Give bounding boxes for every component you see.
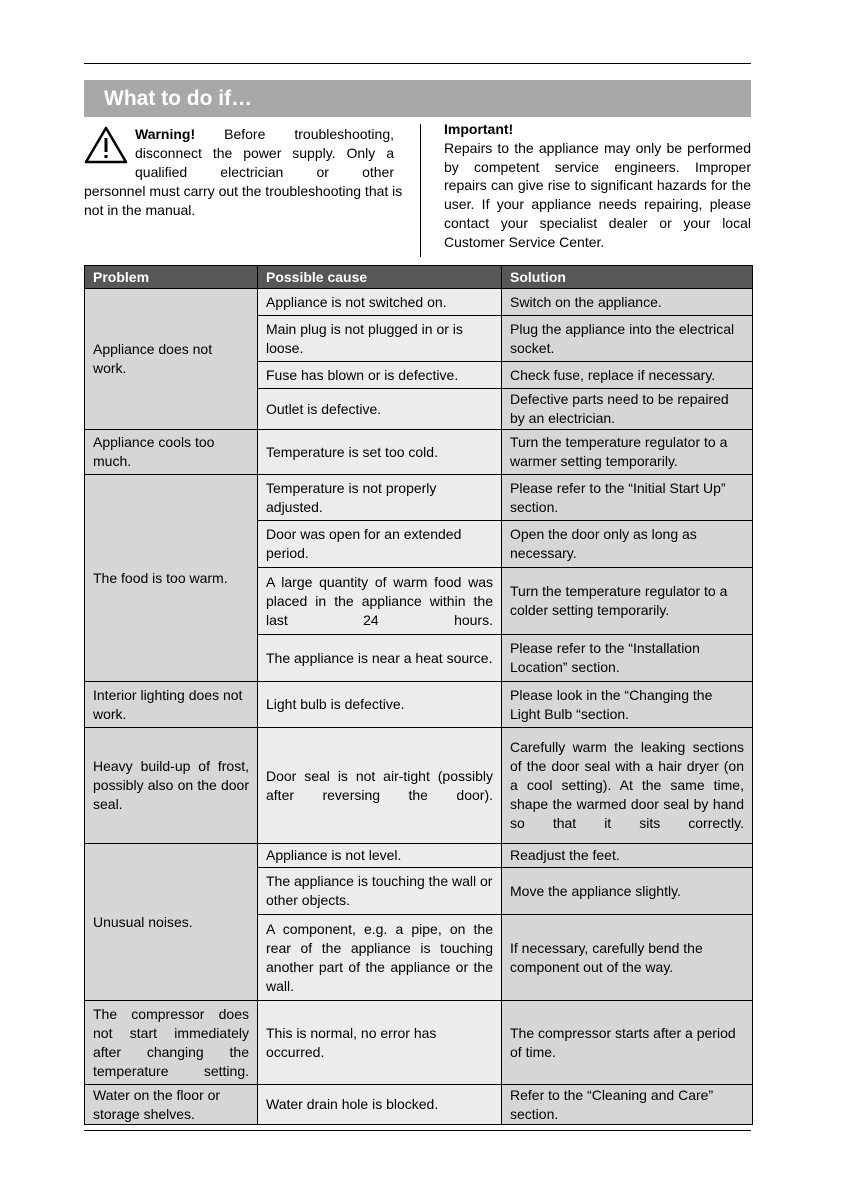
cause-cell: Temperature is not properly adjusted. — [258, 475, 502, 521]
cause-cell: Appliance is not switched on. — [258, 289, 502, 316]
solution-cell: Please look in the “Changing the Light Bulb “section. — [502, 682, 753, 728]
column-divider — [420, 124, 421, 257]
cause-cell: Water drain hole is blocked. — [258, 1085, 502, 1125]
solution-cell: Defective parts need to be repaired by an electrician. — [502, 389, 753, 430]
important-note — [444, 120, 751, 252]
table-row — [85, 430, 753, 475]
solution-cell: Check fuse, replace if necessary. — [502, 362, 753, 389]
table-row — [85, 844, 753, 868]
solution-cell: Readjust the feet. — [502, 844, 753, 868]
cause-cell: Outlet is defective. — [258, 389, 502, 430]
solution-cell: Turn the temperature regulator to a warmer setting temporarily. — [502, 430, 753, 475]
table-row — [85, 289, 753, 316]
cause-cell: The appliance is near a heat source. — [258, 635, 502, 682]
warning-label: Warning! — [135, 126, 196, 142]
warning-body: Before troubleshooting, disconnect the power supply. Only a qualified electrician or other — [135, 126, 394, 180]
table-row — [85, 682, 753, 728]
cause-cell: A large quantity of warm food was placed in the appliance within the last 24 hours. — [258, 568, 502, 635]
header-solution: Solution — [502, 266, 753, 289]
problem-cell: Unusual noises. — [85, 844, 258, 1001]
solution-cell: Carefully warm the leaking sections of the door seal with a hair dryer (on a cool setting). At the same time, shape the warmed door seal by hand so that it sits correctly. — [502, 728, 753, 844]
table-row — [85, 728, 753, 844]
header-possible-cause: Possible cause — [258, 266, 502, 289]
solution-cell: Turn the temperature regulator to a colder setting temporarily. — [502, 568, 753, 635]
table-row — [85, 475, 753, 521]
cause-cell: Door seal is not air-tight (possibly after reversing the door). — [258, 728, 502, 844]
bottom-rule — [84, 1130, 751, 1131]
solution-cell: Please refer to the “Installation Location” section. — [502, 635, 753, 682]
cause-cell: Main plug is not plugged in or is loose. — [258, 316, 502, 362]
warning-continuation: personnel must carry out the troubleshooting that is not in the manual. — [84, 183, 403, 218]
cause-cell: The appliance is touching the wall or other objects. — [258, 868, 502, 915]
top-rule — [84, 63, 751, 64]
table-row — [85, 1085, 753, 1125]
warning-triangle-icon — [84, 125, 128, 165]
solution-cell: Open the door only as long as necessary. — [502, 521, 753, 568]
cause-cell: Light bulb is defective. — [258, 682, 502, 728]
problem-cell: The food is too warm. — [85, 475, 258, 682]
solution-cell: Switch on the appliance. — [502, 289, 753, 316]
solution-cell: Plug the appliance into the electrical socket. — [502, 316, 753, 362]
header-problem: Problem — [85, 266, 258, 289]
page-title: What to do if… — [84, 80, 751, 117]
problem-cell: The compressor does not start immediately after changing the temperature setting. — [85, 1001, 258, 1085]
table-row — [85, 1001, 753, 1085]
solution-cell: The compressor starts after a period of time. — [502, 1001, 753, 1085]
cause-cell: Fuse has blown or is defective. — [258, 362, 502, 389]
solution-cell: Refer to the “Cleaning and Care” section. — [502, 1085, 753, 1125]
troubleshooting-table — [84, 265, 753, 1125]
problem-cell: Water on the floor or storage shelves. — [85, 1085, 258, 1125]
cause-cell: Appliance is not level. — [258, 844, 502, 868]
cause-cell: This is normal, no error has occurred. — [258, 1001, 502, 1085]
important-text: Repairs to the appliance may only be performed by competent service engineers. Improper repairs can give rise to significant hazards for the user. If your appliance needs repairing, please contact your specialist dealer or your local Customer Service Center. — [444, 139, 751, 250]
cause-cell: Temperature is set too cold. — [258, 430, 502, 475]
cause-cell: A component, e.g. a pipe, on the rear of the appliance is touching another part of the appliance or the wall. — [258, 915, 502, 1001]
table-header-row — [85, 266, 753, 289]
problem-cell: Heavy build-up of frost, possibly also on the door seal. — [85, 728, 258, 844]
cause-cell: Door was open for an extended period. — [258, 521, 502, 568]
problem-cell: Appliance does not work. — [85, 289, 258, 430]
solution-cell: Move the appliance slightly. — [502, 868, 753, 915]
warning-text — [135, 125, 394, 182]
solution-cell: Please refer to the “Initial Start Up” section. — [502, 475, 753, 521]
important-heading: Important! — [444, 121, 514, 137]
problem-cell: Interior lighting does not work. — [85, 682, 258, 728]
solution-cell: If necessary, carefully bend the component out of the way. — [502, 915, 753, 1001]
problem-cell: Appliance cools too much. — [85, 430, 258, 475]
